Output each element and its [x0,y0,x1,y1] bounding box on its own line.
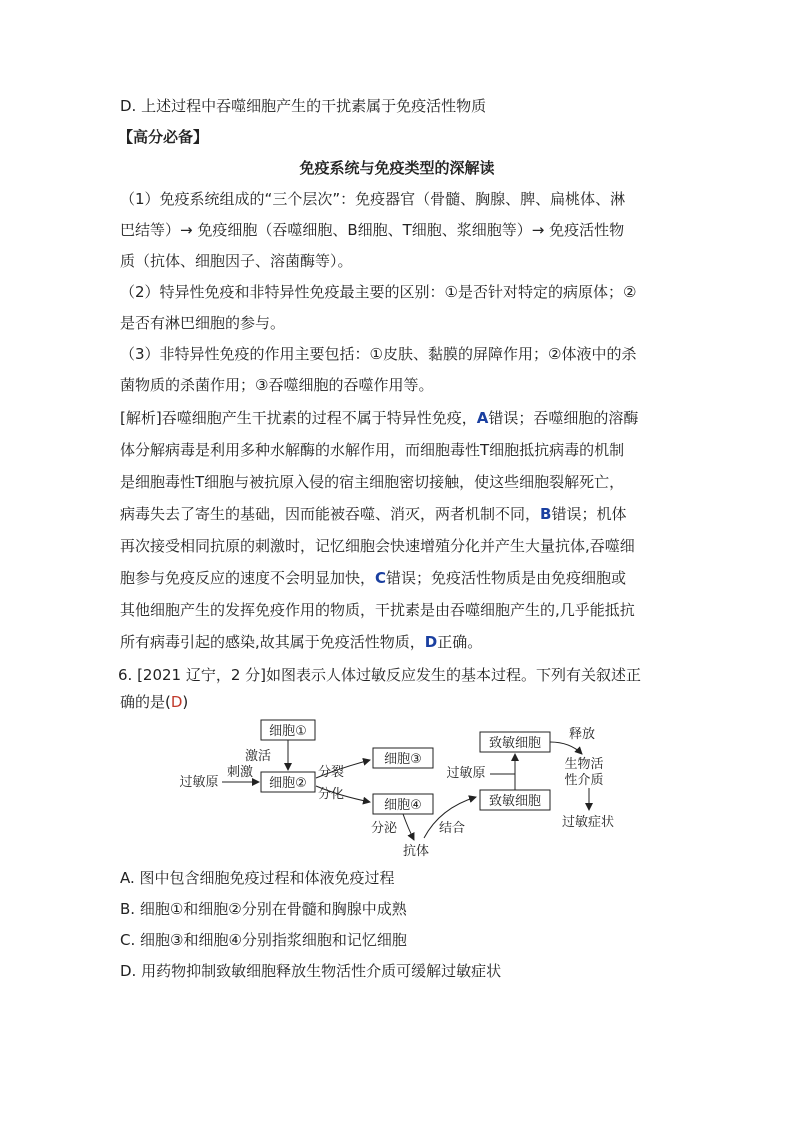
point-line: （2）特异性免疫和非特异性免疫最主要的区别：①是否针对特定的病原体；② [120,283,637,301]
point-line: （3）非特异性免疫的作用主要包括：①皮肤、黏膜的屏障作用；②体液中的杀 [120,345,637,363]
option-a: A. 图中包含细胞免疫过程和体液免疫过程 [120,869,395,887]
release-arrow [550,742,582,754]
analysis-text: 所有病毒引起的感染,故其属于免疫活性物质， [120,633,425,651]
previous-option-d: D. 上述过程中吞噬细胞产生的干扰素属于免疫活性物质 [120,97,487,115]
secrete-label: 分泌 [370,821,398,836]
option-letter: C [375,569,387,587]
analysis-line [120,504,626,524]
question-text: 确的是( [120,693,171,711]
analysis-line: 体分解病毒是利用多种水解酶的水解作用，而细胞毒性T细胞抵抗病毒的机制 [120,441,625,459]
option-b: B. 细胞①和细胞②分别在骨髓和胸腺中成熟 [120,900,407,918]
option-letter: D [424,633,438,651]
analysis-line: 再次接受相同抗原的刺激时，记忆细胞会快速增殖分化并产生大量抗体,吞噬细 [120,537,635,555]
analysis-text: 正确。 [437,633,483,651]
point-line: 菌物质的杀菌作用；③吞噬细胞的吞噬作用等。 [120,376,434,394]
analysis-text: 病毒失去了寄生的基础，因而能被吞噬、消灭，两者机制不同， [120,505,541,523]
allergen-combine-arrow [490,754,515,774]
bind-label: 结合 [438,821,466,836]
cell2-label: 细胞② [269,776,307,791]
activate-label: 激活 [244,749,272,764]
analysis-text: 错误；免疫活性物质是由免疫细胞或 [386,569,627,587]
bioactive-label-line1: 生物活 [564,757,604,772]
secrete-arrow [403,814,414,840]
allergy-process-diagram [0,712,794,862]
subtitle: 免疫系统与免疫类型的深解读 [299,159,495,177]
divide-label: 分裂 [317,765,345,780]
point-line: 质（抗体、细胞因子、溶菌酶等）。 [120,252,353,270]
option-letter: B [540,505,552,523]
analysis-line [120,408,638,428]
cell3-label: 细胞③ [384,752,422,767]
analysis-text: 胞参与免疫反应的速度不会明显加快， [120,569,376,587]
allergen-right-label: 过敏原 [446,766,486,781]
analysis-text: 错误；机体 [551,505,627,523]
cell4-label: 细胞④ [384,798,422,813]
release-label: 释放 [568,727,596,742]
sensitized-cell-top-label: 致敏细胞 [488,736,542,751]
analysis-line [120,568,626,588]
analysis-line: 是细胞毒性T细胞与被抗原入侵的宿主细胞密切接触，使这些细胞裂解死亡， [120,473,625,491]
analysis-line [120,632,482,652]
antibody-label: 抗体 [402,844,430,859]
question-text: ) [182,693,189,711]
sensitized-cell-bottom-label: 致敏细胞 [488,794,542,809]
option-c: C. 细胞③和细胞④分别指浆细胞和记忆细胞 [120,931,407,949]
question-stem-cont [120,692,188,712]
option-d: D. 用药物抑制致敏细胞释放生物活性介质可缓解过敏症状 [120,962,502,980]
analysis-line: 其他细胞产生的发挥免疫作用的物质，干扰素是由吞噬细胞产生的,几乎能抵抗 [120,601,635,619]
point-line: 巴结等）→ 免疫细胞（吞噬细胞、B细胞、T细胞、浆细胞等）→ 免疫活性物 [120,221,625,239]
point-line: 是否有淋巴细胞的参与。 [120,314,286,332]
option-letter: A [476,409,489,427]
differentiate-label: 分化 [317,787,345,802]
analysis-text: 错误；吞噬细胞的溶酶 [488,409,639,427]
bioactive-label-line2: 性介质 [564,773,604,788]
stimulate-label: 刺激 [226,765,254,780]
allergen-left-label: 过敏原 [179,775,219,790]
analysis-text: [解析]吞噬细胞产生干扰素的过程不属于特异性免疫， [120,409,477,427]
section-title: 【高分必备】 [118,128,209,146]
point-line: （1）免疫系统组成的“三个层次”：免疫器官（骨髓、胸腺、脾、扁桃体、淋 [120,190,626,208]
symptom-label: 过敏症状 [561,815,615,830]
answer-letter: D [170,693,183,711]
question-stem: 6. [2021 辽宁，2 分]如图表示人体过敏反应发生的基本过程。下列有关叙述正 [118,666,642,684]
cell1-label: 细胞① [269,724,307,739]
